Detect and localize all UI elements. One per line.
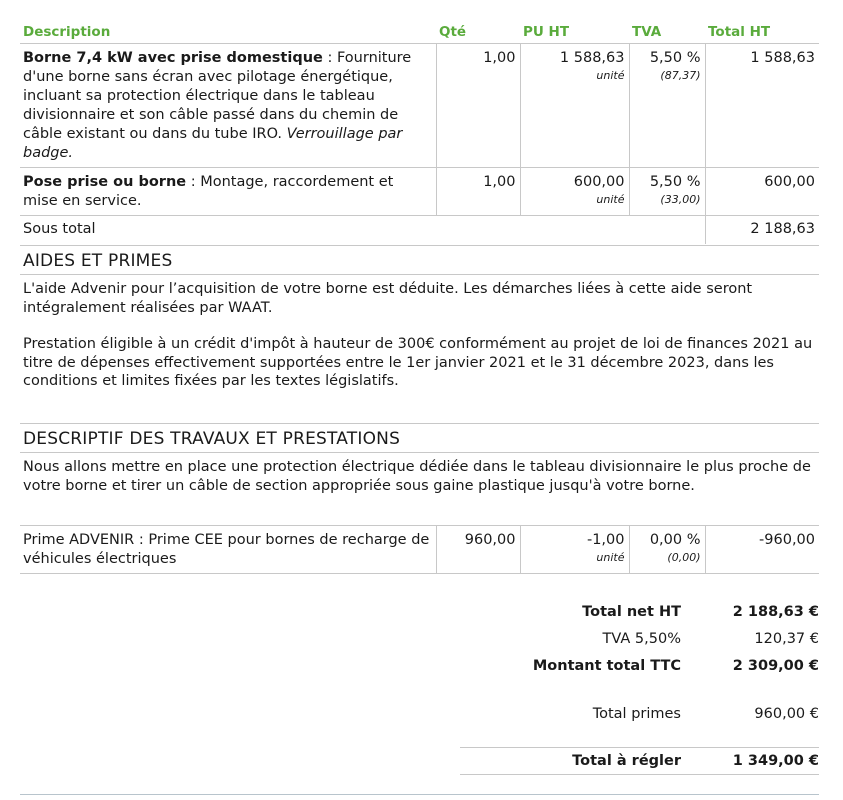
quote-lines-table — [20, 20, 819, 244]
subtotal-row — [20, 216, 819, 245]
line-qty: 1,00 — [436, 168, 520, 216]
subtotal-value: 2 188,63 — [705, 216, 819, 245]
line-title: Pose prise ou borne — [23, 174, 187, 190]
aides-paragraph-2: Prestation éligible à un crédit d'impôt à hauteur de 300€ conformément au projet de loi de finances 2021 au titre de dépenses effectivement supportées entre le 1er janvier 2021 et le 31 décembre 2023, dans les conditions et limites fixées par les textes législatifs. — [23, 336, 813, 389]
descriptif-title: DESCRIPTIF DES TRAVAUX ET PRESTATIONS — [20, 423, 819, 453]
line-qty: 1,00 — [436, 44, 520, 168]
descriptif-section — [20, 423, 819, 513]
table-header — [20, 20, 819, 44]
tva-value: 120,37 € — [754, 630, 819, 647]
total-primes-label: Total primes — [592, 705, 681, 722]
prime-pu: -1,00 unité — [520, 526, 629, 574]
line-total: 1 588,63 — [705, 44, 819, 168]
line-description — [20, 168, 436, 216]
line-pu-unit: unité — [596, 69, 625, 82]
table-row — [20, 44, 819, 168]
line-tva-amount: (87,37) — [660, 69, 701, 82]
line-pu: 600,00 unité — [520, 168, 629, 216]
line-text: : Fourniture d'une borne sans écran avec pilotage énergétique, incluant sa protection électrique dans le tableau divisionnaire et son câble passé dans du chemin de câble existant ou dans du tube IRO. — [23, 50, 412, 142]
total-net-label: Total net HT — [582, 603, 681, 620]
total-net-row — [460, 598, 819, 625]
descriptif-paragraph-1: Nous allons mettre en place une protection électrique dédiée dans le tableau divisionnaire le plus proche de votre borne et tirer un câble de section appropriée sous gaine plastique jusqu'à votre borne. — [23, 459, 811, 494]
col-total: Total HT — [705, 20, 819, 44]
total-primes-row — [460, 700, 819, 727]
line-text: : Montage, raccordement et mise en service. — [23, 174, 394, 209]
prime-qty: 960,00 — [436, 526, 520, 574]
tva-row — [460, 625, 819, 652]
total-net-value: 2 188,63 € — [732, 603, 819, 620]
line-tva-amount: (33,00) — [660, 193, 701, 206]
col-description: Description — [20, 20, 436, 44]
totals-block — [460, 598, 819, 775]
prime-description: Prime ADVENIR : Prime CEE pour bornes de recharge de véhicules électriques — [20, 526, 436, 574]
col-qty: Qté — [436, 20, 520, 44]
prime-total: -960,00 — [705, 526, 819, 574]
line-total: 600,00 — [705, 168, 819, 216]
aides-section — [20, 245, 819, 409]
subtotal-label: Sous total — [23, 221, 96, 237]
tva-label: TVA 5,50% — [602, 630, 681, 647]
descriptif-body — [20, 453, 819, 495]
total-ttc-value: 2 309,00 € — [732, 657, 819, 674]
col-tva: TVA — [629, 20, 705, 44]
line-pu: 1 588,63 unité — [520, 44, 629, 168]
table-row — [20, 526, 819, 574]
total-regler-label: Total à régler — [572, 753, 681, 769]
total-regler-value: 1 349,00 € — [732, 753, 819, 769]
prime-tva-amount: (0,00) — [667, 551, 701, 564]
col-pu: PU HT — [520, 20, 629, 44]
line-pu-unit: unité — [596, 193, 625, 206]
line-italic: Verrouillage par badge. — [23, 126, 403, 161]
prime-pu-unit: unité — [596, 551, 625, 564]
line-tva: 5,50 % (87,37) — [629, 44, 705, 168]
total-regler-row — [460, 747, 819, 775]
prime-tva: 0,00 % (0,00) — [629, 526, 705, 574]
line-tva: 5,50 % (33,00) — [629, 168, 705, 216]
aides-body — [20, 275, 819, 391]
table-row — [20, 168, 819, 216]
total-ttc-row — [460, 652, 819, 679]
footer-divider — [20, 794, 819, 795]
total-primes-value: 960,00 € — [754, 705, 819, 722]
line-title: Borne 7,4 kW avec prise domestique — [23, 50, 323, 66]
prime-table — [20, 525, 819, 574]
aides-paragraph-1: L'aide Advenir pour l’acquisition de votre borne est déduite. Les démarches liées à cette aide seront intégralement réalisées par WAAT. — [23, 281, 753, 316]
line-description — [20, 44, 436, 168]
total-ttc-label: Montant total TTC — [532, 657, 681, 674]
aides-title: AIDES ET PRIMES — [20, 245, 819, 275]
